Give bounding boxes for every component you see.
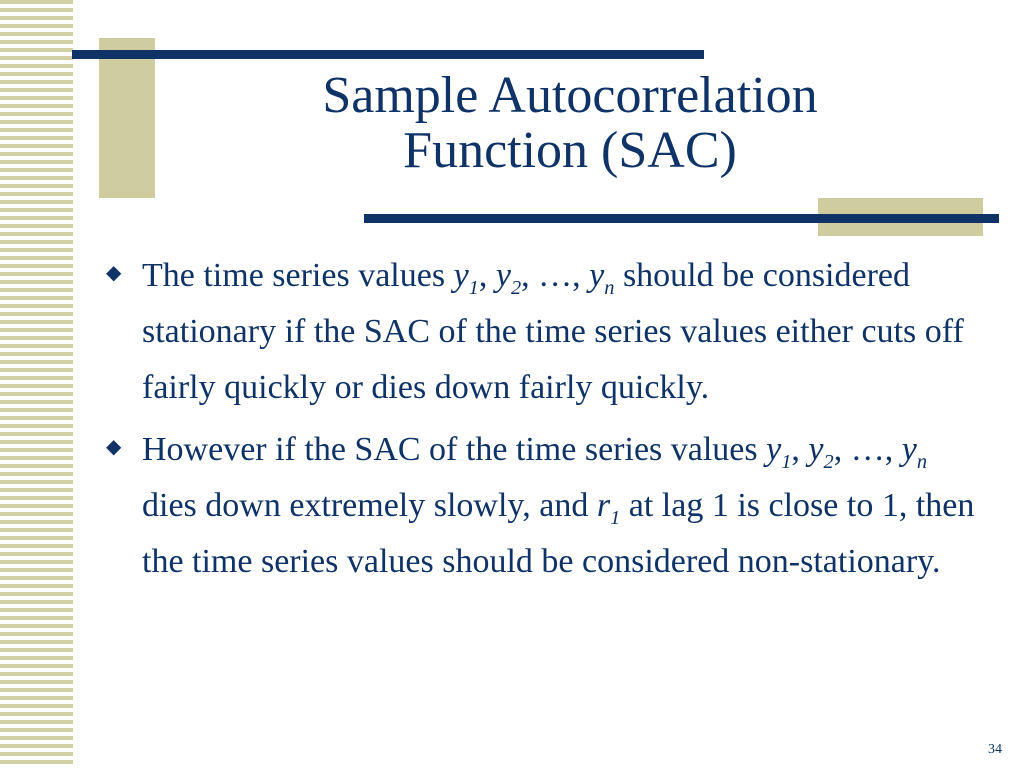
math-y2: $y_2$ (808, 431, 834, 473)
bullet-text: dies down extremely slowly, and (142, 487, 597, 524)
bullet-text: at lag 1 is close to 1, then the time series values should be considered non-stationary. (142, 487, 975, 580)
slide-title-line-2: Function (SAC) (403, 122, 737, 179)
math-yn: $y_n$ (901, 431, 928, 473)
title-rule-top (72, 50, 704, 59)
math-separator: , …, (521, 257, 590, 294)
slide-title-line-1: Sample Autocorrelation (322, 67, 818, 124)
math-yn: $y_n$ (589, 257, 615, 299)
bullet-text: The time series values (142, 257, 454, 294)
bullet-item-non-stationary (104, 422, 984, 590)
diamond-bullet-icon: ◆ (106, 436, 122, 458)
decorative-stripe-band (0, 0, 73, 768)
bullet-text: should be considered stationary if the SAC of the time series values either cuts off fairly quickly or dies down fairly quickly. (142, 257, 964, 406)
bullet-list (104, 248, 984, 590)
bullet-text: However if the SAC of the time series values (142, 431, 767, 468)
math-separator: , (478, 257, 496, 294)
slide-title (190, 68, 950, 178)
page-number: 34 (988, 742, 1002, 757)
title-rule-bottom (364, 214, 999, 223)
math-y1: $y_1$ (766, 431, 792, 473)
math-separator: , (791, 431, 809, 468)
decorative-accent-block-top (99, 38, 155, 198)
diamond-bullet-icon: ◆ (106, 262, 122, 284)
math-y2: $y_2$ (495, 257, 522, 299)
math-r1: $r_1$ (596, 487, 621, 529)
math-separator: , …, (833, 431, 902, 468)
bullet-item-stationary (104, 248, 984, 416)
math-y1: $y_1$ (453, 257, 479, 299)
